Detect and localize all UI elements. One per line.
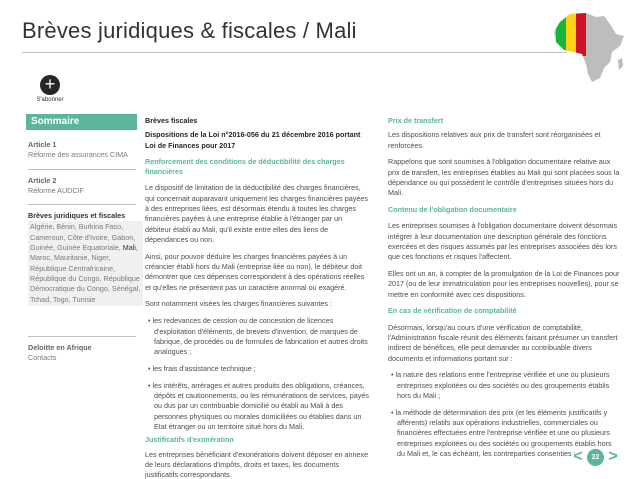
sidebar-item-article1[interactable]: [28, 140, 143, 161]
paragraph: Les entreprises bénéficiant d'exonérations doivent déposer en annexe de leurs déclarations d'impôts, droits et taxes, les documents justificatifs correspondants.: [145, 449, 369, 479]
paragraph: Désormais, lorsqu'au cours d'une vérification de comptabilité, l'Administration fiscale réunit des éléments faisant présumer un transfert indirect de bénéfices, elle peut demander au contribuable divers documents et informations portant sur :: [388, 322, 618, 363]
content-column-left: [145, 116, 370, 479]
country-list-after: , Maroc, Mauritanie, Niger, République Centrafricaine, République du Congo, République Démocratique du Congo, Sénégal, Tchad, Togo, Tunisie: [30, 243, 141, 304]
plus-icon: +: [40, 75, 60, 95]
list-item: • les intérêts, arrérages et autres produits des obligations, créances, dépôts et cautionnements, ou les rémunérations de services, payés ou dus par un contribuable domicilié ou établi au Mali à des personnes physiques ou morales domiciliées ou établies dans un Etat étranger ou un territoire situé hors du Mali.: [148, 380, 369, 431]
subsection-heading: Justificatifs d'exonération: [145, 435, 234, 445]
sidebar-item-deloitte-head: Deloitte en Afrique: [28, 342, 92, 352]
sidebar-divider: [28, 169, 136, 170]
sidebar-item-article2[interactable]: [28, 176, 143, 197]
country-list-current: Mali: [122, 243, 136, 253]
list-item: • la nature des relations entre l'entreprise vérifiée et une ou plusieurs entreprises exploitées ou des sociétés ou des groupements établis hors du Mali ;: [391, 370, 610, 401]
list-item: • la méthode de détermination des prix (et les éléments justificatifs y afférents) relatifs aux opérations industrielles, commerciales ou financières effectuées entre l'entreprise vérifiée et une ou plusieurs entreprises exploitées ou des sociétés ou groupements établis hors du Mali et, le cas échéant, les contreparties consenties ;: [391, 407, 612, 459]
subsection-heading: Prix de transfert: [388, 116, 444, 125]
paragraph: Rappelons que sont soumises à l'obligation documentaire relative aux prix de transfert, les entreprises établies au Mali qui sont placées sous la dépendance ou qui possèdent le contrôle d'entreprises situées hors du Mali.: [388, 157, 620, 198]
sidebar-item-article1-text: Réforme des assurances CIMA: [28, 150, 128, 160]
sidebar-item-breves-head: Brèves juridiques et fiscales: [28, 211, 126, 221]
sidebar-item-deloitte-text: Contacts: [28, 353, 57, 363]
list-item: • les frais d'assistance technique ;: [148, 363, 256, 373]
subscribe-button[interactable]: [30, 75, 70, 103]
paragraph: Le dispositif de limitation de la déductibilité des charges financières, qui concernait auparavant uniquement les charges financières payées à des entreprises liées, est désormais étendu à toutes les charges financières payées à une entreprise établie à l'étranger par un débiteur établi au Mali, qu'il existe entre elles des liens de dépendances ou non.: [145, 183, 368, 244]
subsection-heading: En cas de vérification de comptabilité: [388, 306, 517, 316]
page-number-badge: 22: [587, 449, 604, 466]
paragraph: Les dispositions relatives aux prix de transfert sont réorganisées et renforcées.: [388, 130, 601, 150]
sidebar-item-breves[interactable]: [28, 211, 143, 306]
sidebar: [28, 140, 143, 367]
sidebar-item-article2-head: Article 2: [28, 175, 57, 185]
content-column-right: [388, 116, 620, 466]
page-title: Brèves juridiques & fiscales / Mali: [22, 18, 357, 43]
paragraph: Les entreprises soumises à l'obligation documentaire doivent désormais intégrer à leur documentation une description générale des fonctions exercées et des risques assumés par les entreprises associées dès lors que ces fonctions et risques l'affectent.: [388, 221, 618, 262]
subsection-heading: Renforcement des conditions de déductibilité des charges financières: [145, 156, 345, 177]
sidebar-item-article1-head: Article 1: [28, 140, 57, 149]
sidebar-divider: [28, 204, 136, 205]
list-item: • les redevances de cession ou de concession de licences d'exploitation d'éléments, de brevets d'invention, de marques de fabrique, de procédés ou de formules de fabrication et autres droits analogues ;: [148, 316, 368, 357]
subsection-heading: Contenu de l'obligation documentaire: [388, 205, 517, 215]
country-list-before: Algérie, Bénin, Burkina Faso, Cameroun, Côte d'Ivoire, Gabon, Guinée, Guinée Equatoriale,: [30, 222, 136, 253]
paragraph: Sont notamment visées les charges financières suivantes :: [145, 299, 332, 309]
paragraph: Elles ont un an, à compter de la promulgation de la Loi de Finances pour 2017 (ou de leur immatriculation pour les entreprises nouvelles), pour se mettre en conformité avec ces dispositions.: [388, 269, 620, 299]
pagination: [572, 447, 619, 467]
section-heading: Brèves fiscales: [145, 116, 198, 125]
section-heading: Dispositions de la Loi n°2016-056 du 21 décembre 2016 portant Loi de Finances pour 2017: [145, 130, 361, 150]
next-page-button[interactable]: >: [608, 448, 618, 465]
sidebar-divider: [28, 336, 136, 337]
africa-map-icon: [548, 8, 628, 88]
sidebar-item-deloitte[interactable]: [28, 343, 143, 364]
sidebar-item-article2-text: Réforme AUDCIF: [28, 185, 84, 195]
previous-page-button[interactable]: <: [573, 448, 583, 465]
subscribe-label: S'abonner: [36, 97, 64, 103]
sommaire-header: Sommaire: [26, 114, 137, 130]
header-divider: [22, 52, 567, 53]
paragraph: Ainsi, pour pouvoir déduire les charges financières payées à un créancier établi hors du Mali (entreprise liée ou non), le débiteur doit démontrer que ces dépenses correspondent à des opérations réelles et qu'elles ne présentent pas un caractère anormal ou exagéré.: [145, 251, 365, 292]
sidebar-country-list: [28, 221, 143, 305]
